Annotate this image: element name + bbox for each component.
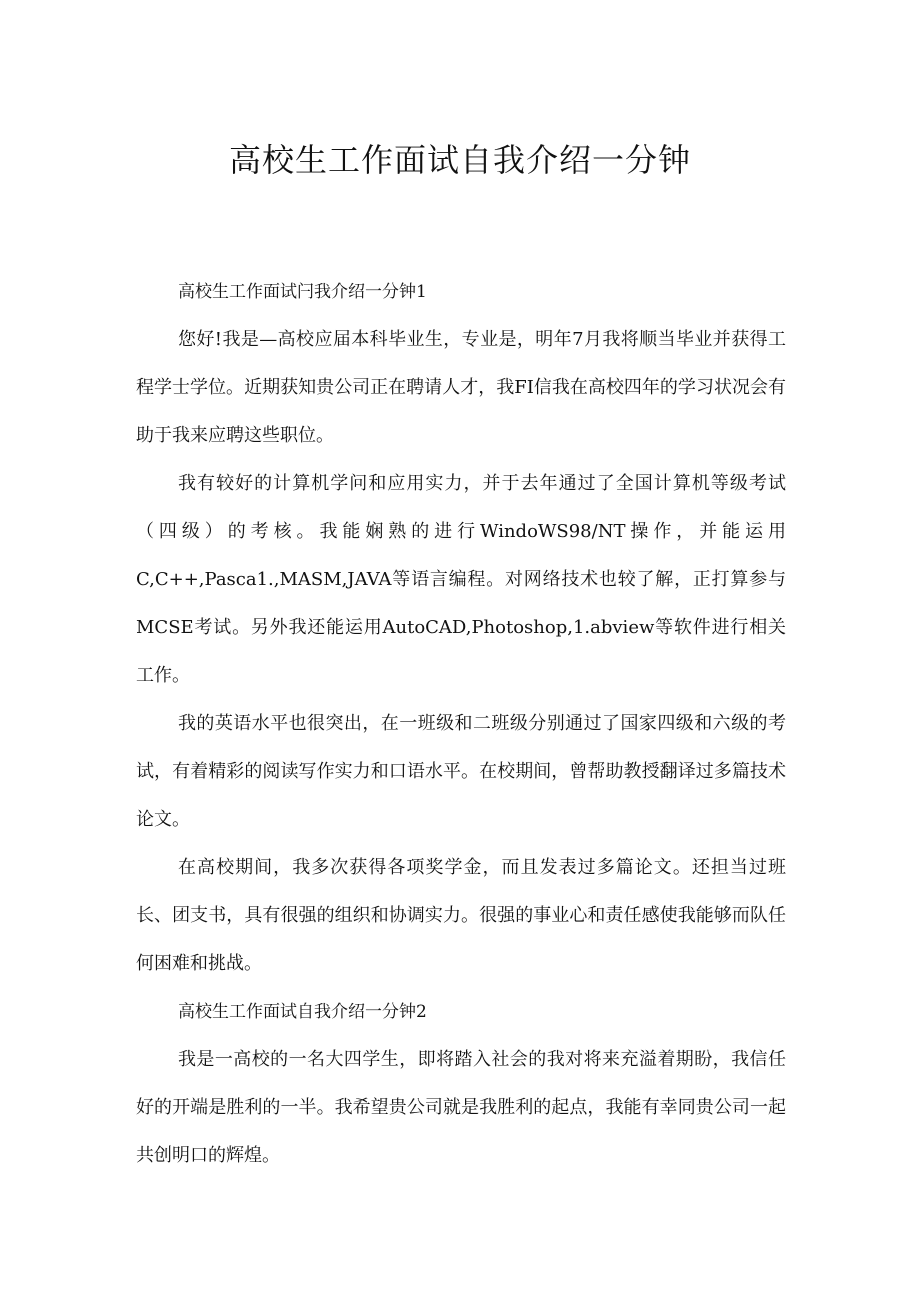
paragraph-1-1: 您好!我是—高校应届本科毕业生，专业是，明年7月我将顺当毕业并获得工程学士学位。近期获知贵公司正在聘请人才，我FI信我在高校四年的学习状况会有助于我来应聘这些职位。: [136, 329, 786, 446]
paragraph-1-3: 我的英语水平也很突出，在一班级和二班级分别通过了国家四级和六级的考试，有着精彩的阅读写作实力和口语水平。在校期间，曾帮助教授翻译过多篇技术论文。: [136, 713, 786, 830]
paragraph-1-2: 我有较好的计算机学问和应用实力，并于去年通过了全国计算机等级考试（四级）的考核。我能娴熟的进行WindoWS98/NT操作，并能运用C,C++,Pasca1.,MASM,JAVA等语言编程。对网络技术也较了解，正打算参与MCSE考试。另外我还能运用AutoCAD,Photoshop,1.abview等软件进行相关工作。: [136, 473, 786, 686]
document-body: [136, 268, 786, 1180]
paragraph-2-1: 我是一高校的一名大四学生，即将踏入社会的我对将来充溢着期盼，我信任好的开端是胜利的一半。我希望贵公司就是我胜利的起点，我能有幸同贵公司一起共创明口的辉煌。: [136, 1049, 786, 1166]
section-heading-1: 高校生工作面试闩我介绍一分钟1: [178, 282, 427, 302]
document-title: 高校生工作面试自我介绍一分钟: [228, 141, 691, 179]
section-heading-2: 高校生工作面试自我介绍一分钟2: [178, 1002, 427, 1022]
paragraph-1-4: 在高校期间，我多次获得各项奖学金，而且发表过多篇论文。还担当过班长、团支书，具有很强的组织和协调实力。很强的事业心和责任感使我能够而队任何困难和挑战。: [136, 857, 786, 974]
